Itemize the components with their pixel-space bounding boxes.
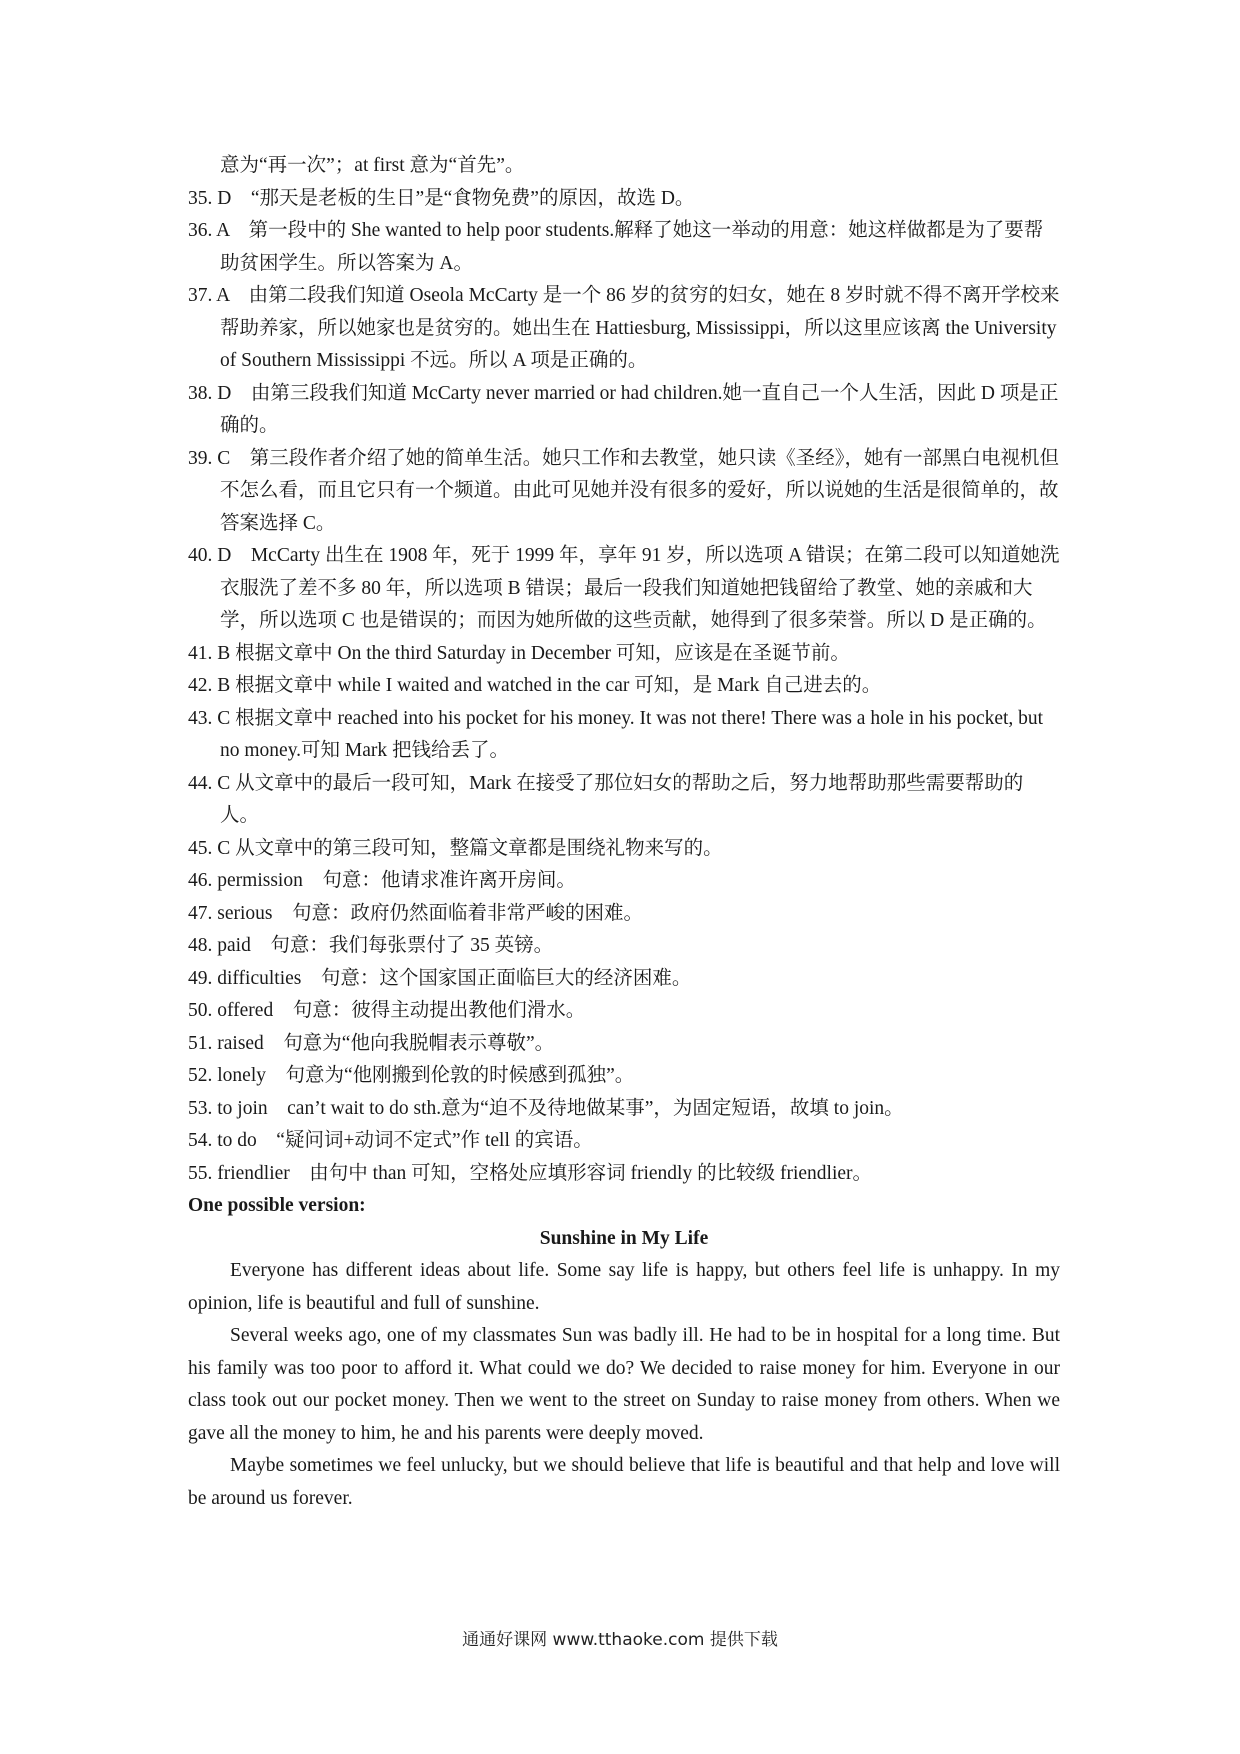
answer-40: 40. D McCarty 出生在 1908 年，死于 1999 年，享年 91 岁，所以选项 A 错误；在第二段可以知道她洗衣服洗了差不多 80 年，所以选项 B 错误；最后一段我们知道她把钱留给了教堂、她的亲戚和大学，所以选项 C 也是错误的；而因为她所做的这些贡献，她得到了很多荣誉。所以 D 是正确的。: [188, 545, 1060, 631]
answer-page: [188, 150, 1060, 1515]
answer-43: 43. C 根据文章中 reached into his pocket for his money. It was not there! There was a hole in his pocket, but no money.可知 Mark 把钱给丢了。: [188, 707, 1044, 761]
answer-41: 41. B 根据文章中 On the third Saturday in December 可知，应该是在圣诞节前。: [188, 642, 850, 664]
essay-paragraph-3: Maybe sometimes we feel unlucky, but we should believe that life is beautiful and that help and love will be around us forever.: [188, 1455, 1060, 1509]
answer-50: 50. offered 句意：彼得主动提出教他们滑水。: [188, 1000, 586, 1021]
answer-49: 49. difficulties 句意：这个国家国正面临巨大的经济困难。: [188, 967, 692, 989]
answer-48: 48. paid 句意：我们每张票付了 35 英镑。: [188, 935, 554, 956]
essay-title: Sunshine in My Life: [539, 1227, 709, 1249]
answer-55: 55. friendlier 由句中 than 可知，空格处应填形容词 friendly 的比较级 friendlier。: [188, 1162, 873, 1184]
download-footer: 通通好课网 www.tthaoke.com 提供下载: [462, 1630, 778, 1650]
answer-39: 39. C 第三段作者介绍了她的简单生活。她只工作和去教堂，她只读《圣经》，她有一部黑白电视机但不怎么看，而且它只有一个频道。由此可见她并没有很多的爱好，所以说她的生活是很简单的，故答案选择 C。: [188, 447, 1060, 534]
essay-paragraph-1: Everyone has different ideas about life. Some say life is happy, but others feel life is unhappy. In my opinion, life is beautiful and full of sunshine.: [188, 1260, 1060, 1314]
answer-52: 52. lonely 句意为“他刚搬到伦敦的时候感到孤独”。: [188, 1065, 635, 1086]
answer-36: 36. A 第一段中的 She wanted to help poor students.解释了她这一举动的用意：她这样做都是为了要帮助贫困学生。所以答案为 A。: [188, 220, 1044, 274]
answer-51: 51. raised 句意为“他向我脱帽表示尊敬”。: [188, 1032, 555, 1054]
answer-35: 35. D “那天是老板的生日”是“食物免费”的原因，故选 D。: [188, 187, 695, 209]
answer-54: 54. to do “疑问词+动词不定式”作 tell 的宾语。: [188, 1130, 593, 1151]
answer-53: 53. to join can’t wait to do sth.意为“迫不及待地做某事”，为固定短语，故填 to join。: [188, 1097, 904, 1119]
answer-46: 46. permission 句意：他请求准许离开房间。: [188, 870, 576, 891]
answer-38: 38. D 由第三段我们知道 McCarty never married or had children.她一直自己一个人生活，因此 D 项是正确的。: [188, 382, 1059, 436]
answer-continuation: 意为“再一次”；at first 意为“首先”。: [220, 155, 525, 176]
answer-44: 44. C 从文章中的最后一段可知，Mark 在接受了那位妇女的帮助之后，努力地帮助那些需要帮助的人。: [188, 772, 1024, 826]
essay-heading: One possible version:: [188, 1195, 366, 1216]
essay-paragraph-2: Several weeks ago, one of my classmates Sun was badly ill. He had to be in hospital for a long time. But his family was too poor to afford it. What could we do? We decided to raise money for him. Everyone in our class took out our pocket money. Then we went to the street on Sunday to raise money from others. When we gave all the money to him, he and his parents were deeply moved.: [188, 1325, 1060, 1444]
answer-45: 45. C 从文章中的第三段可知，整篇文章都是围绕礼物来写的。: [188, 837, 723, 859]
answer-37: 37. A 由第二段我们知道 Oseola McCarty 是一个 86 岁的贫穷的妇女，她在 8 岁时就不得不离开学校来帮助养家，所以她家也是贫穷的。她出生在 Hattiesburg, Mississippi，所以这里应该离 the University of Southern Mississippi 不远。所以 A 项是正确的。: [188, 285, 1060, 371]
answer-47: 47. serious 句意：政府仍然面临着非常严峻的困难。: [188, 902, 643, 924]
answer-42: 42. B 根据文章中 while I waited and watched in the car 可知，是 Mark 自己进去的。: [188, 675, 882, 696]
